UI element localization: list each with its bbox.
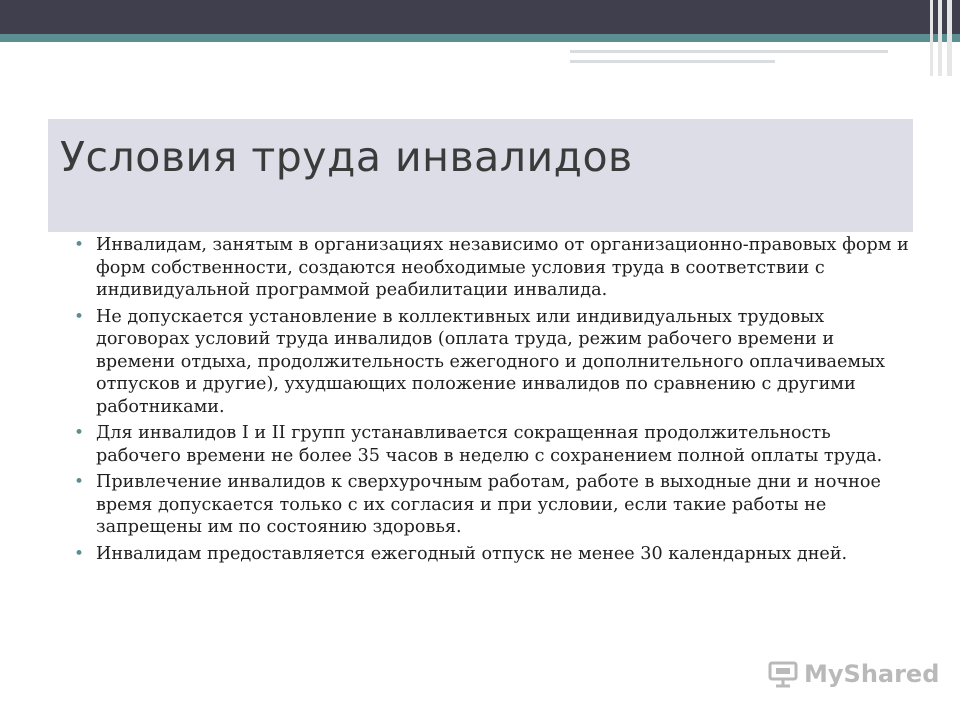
header-decor-stripe [947, 0, 952, 76]
header-decor-stripe [938, 0, 942, 76]
header-decor-line [570, 50, 888, 53]
bullet-text: Для инвалидов I и II групп устанавливается сокращенная продолжительность рабочего времени не более 35 часов в неделю с сохранением полной оплаты труда. [96, 423, 883, 466]
bullet-text: Не допускается установление в коллективных или индивидуальных трудовых договорах условий труда инвалидов (оплата труда, режим рабочего времени и времени отдыха, продолжительность ежегодного и дополнительного оплачиваемых отпусков и другие), ухудшающих положение инвалидов по сравнению с другими работниками. [96, 306, 885, 417]
bullet-text: Инвалидам предоставляется ежегодный отпуск не менее 30 календарных дней. [96, 543, 848, 564]
bullet-marker: • [74, 306, 85, 327]
watermark-logo [768, 656, 940, 692]
watermark-text: MyShared [804, 660, 940, 688]
bullet-list [70, 234, 915, 569]
title-box [48, 119, 913, 232]
header-decor-line [570, 60, 775, 63]
bullet-text: Привлечение инвалидов к сверхурочным работам, работе в выходные дни и ночное время допускается только с их согласия и при условии, если такие работы не запрещены им по состоянию здоровья. [96, 472, 881, 537]
bullet-marker: • [74, 423, 85, 443]
bullet-marker: • [74, 472, 85, 492]
bullet-marker: • [74, 235, 85, 255]
header-bar [0, 0, 960, 34]
bullet-item [70, 543, 915, 566]
bullet-item [70, 471, 915, 539]
bullet-marker: • [74, 543, 85, 564]
bullet-item [70, 234, 915, 302]
header-decor-stripe [930, 0, 933, 76]
slide-title: Условия труда инвалидов [60, 133, 633, 181]
bullet-item [70, 306, 915, 419]
header-accent-bar [0, 34, 960, 42]
presentation-board-icon [768, 660, 798, 688]
bullet-text: Инвалидам, занятым в организациях независимо от организационно-правовых форм и форм собственности, создаются необходимые условия труда в соответствии с индивидуальной программой реабилитации инвалида. [96, 235, 909, 300]
bullet-item [70, 422, 915, 467]
